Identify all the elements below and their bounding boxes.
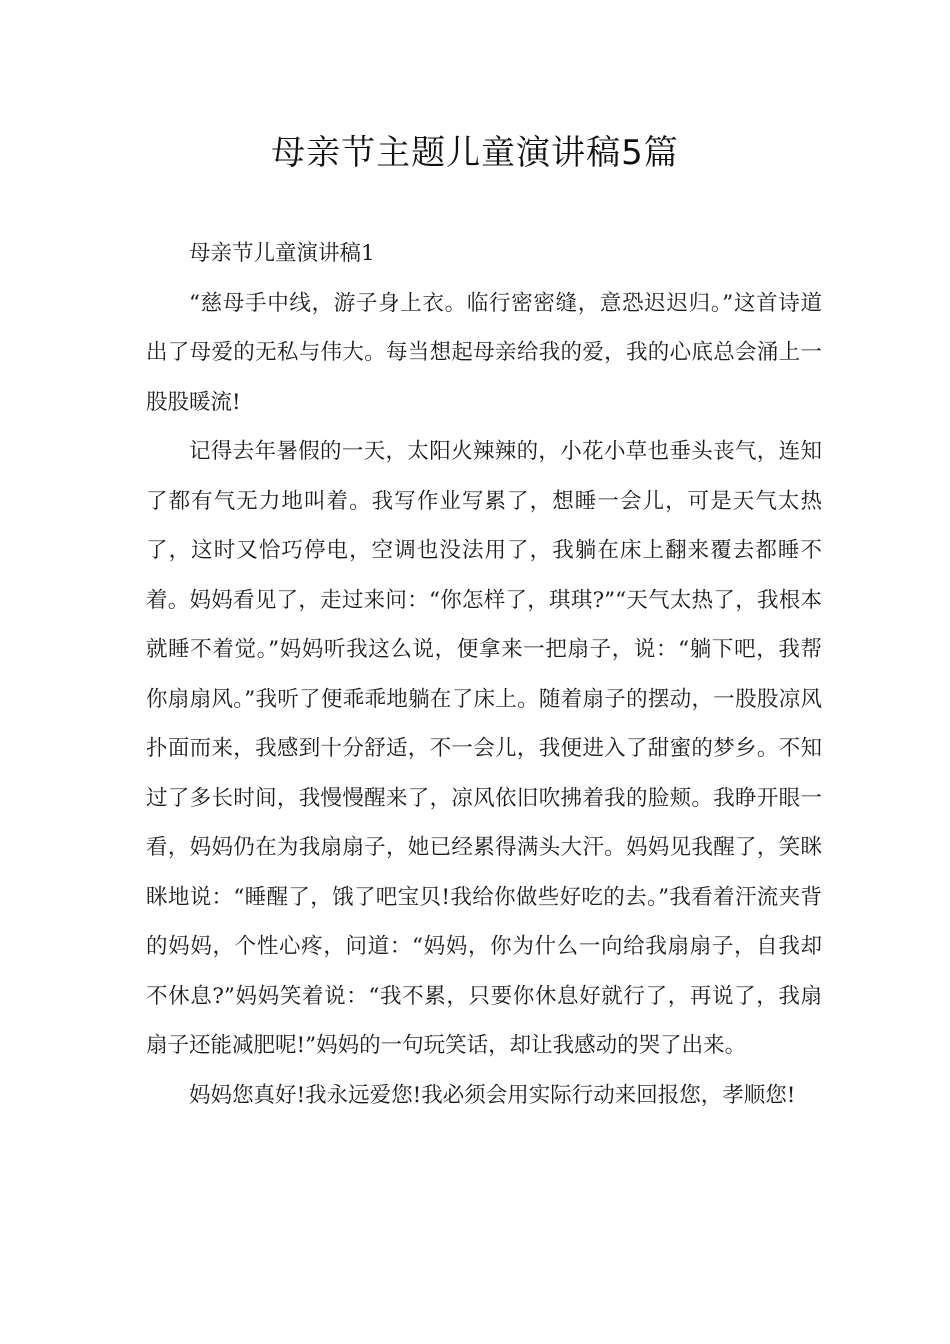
paragraph-2: 记得去年暑假的一天，太阳火辣辣的，小花小草也垂头丧气，连知了都有气无力地叫着。我写作业写累了，想睡一会儿，可是天气太热了，这时又恰巧停电，空调也没法用了，我躺在床上翻来覆去都睡不着。妈妈看见了，走过来问：“你怎样了，琪琪?”“天气太热了，我根本就睡不着觉。”妈妈听我这么说，便拿来一把扇子，说：“躺下吧，我帮你扇扇风。”我听了便乖乖地躺在了床上。随着扇子的摆动，一股股凉风扑面而来，我感到十分舒适，不一会儿，我便进入了甜蜜的梦乡。不知过了多长时间，我慢慢醒来了，凉风依旧吹拂着我的脸颊。我睁开眼一看，妈妈仍在为我扇扇子，她已经累得满头大汗。妈妈见我醒了，笑眯眯地说：“睡醒了，饿了吧宝贝!我给你做些好吃的去。”我看着汗流夹背的妈妈，个性心疼，问道：“妈妈，你为什么一向给我扇扇子，自我却不休息?”妈妈笑着说：“我不累，只要你休息好就行了，再说了，我扇扇子还能减肥呢!”妈妈的一句玩笑话，却让我感动的哭了出来。 xyxy=(146,439,822,1058)
paragraph-1: “慈母手中线，游子身上衣。临行密密缝，意恐迟迟归。”这首诗道出了母爱的无私与伟大。每当想起母亲给我的爱，我的心底总会涌上一股股暖流! xyxy=(146,290,822,415)
section-heading: 母亲节儿童演讲稿1 xyxy=(189,241,375,266)
document-title: 母亲节主题儿童演讲稿5篇 xyxy=(271,133,679,173)
document-body xyxy=(146,229,822,1120)
paragraph-3: 妈妈您真好!我永远爱您!我必须会用实际行动来回报您，孝顺您! xyxy=(189,1082,796,1108)
